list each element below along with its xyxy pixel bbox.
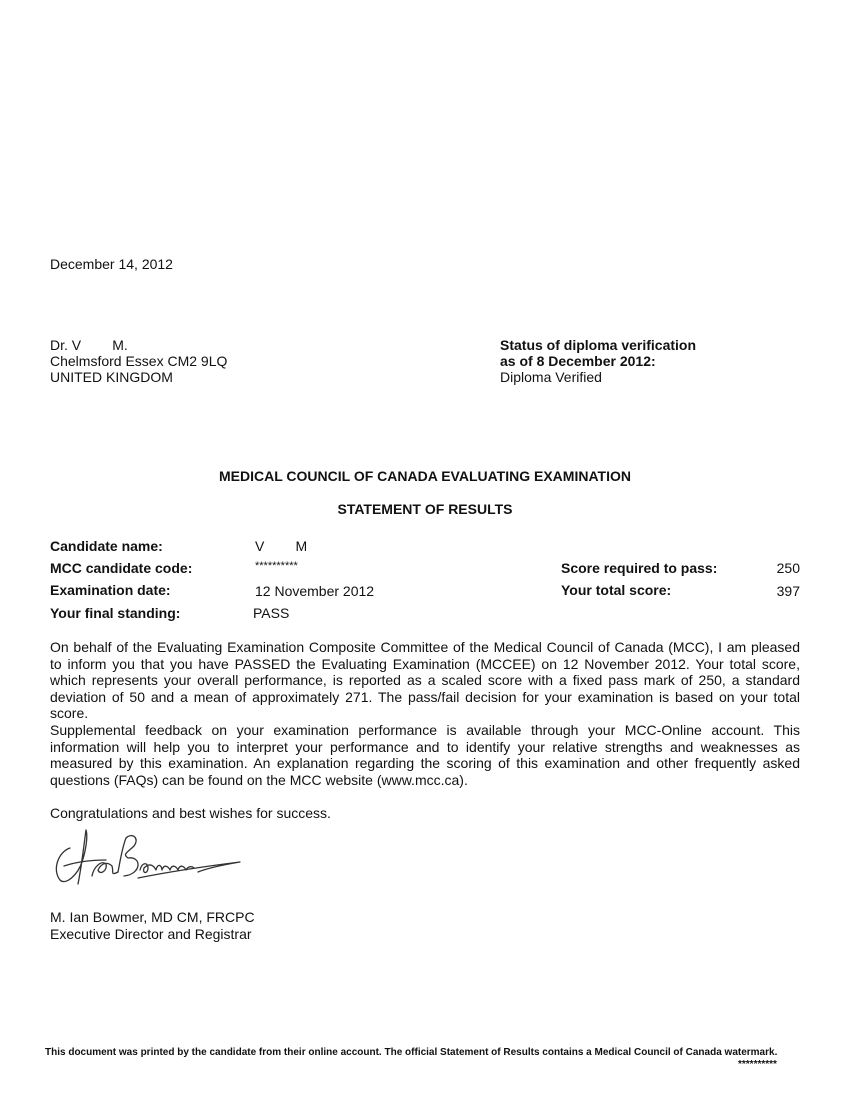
recipient-address-line: Chelmsford Essex CM2 9LQ — [50, 353, 228, 369]
total-score-value: 397 — [776, 583, 800, 599]
paragraph-feedback: Supplemental feedback on your examination performance is available through your MCC-Online account. This information will help you to interpret your performance and to identify your relative strengths and weaknesses as measured by this examination. An explanation regarding the scoring of this examination and other frequently asked questions (FAQs) can be found on the MCC website (www.mcc.ca). — [50, 722, 800, 788]
total-score-label: Your total score: — [561, 582, 672, 598]
paragraph-closing: Congratulations and best wishes for success. — [50, 805, 331, 821]
recipient-address — [50, 337, 227, 385]
signer-title: Executive Director and Registrar — [50, 926, 252, 942]
signature-image — [48, 826, 248, 890]
required-score-value: 250 — [776, 560, 800, 576]
recipient-name: Dr. V M. — [50, 337, 128, 353]
final-standing-value: PASS — [253, 605, 290, 621]
recipient-country: UNITED KINGDOM — [50, 369, 173, 385]
footer-code: ********** — [738, 1059, 777, 1070]
statement-title: STATEMENT OF RESULTS — [337, 501, 513, 517]
verification-heading-line1: Status of diploma verification — [500, 337, 697, 353]
candidate-name-value: V M — [255, 538, 308, 554]
signer-name: M. Ian Bowmer, MD CM, FRCPC — [50, 909, 255, 925]
verification-status: Diploma Verified — [500, 369, 602, 385]
verification-heading-line2: as of 8 December 2012: — [500, 353, 656, 369]
candidate-code-value: ********** — [255, 560, 298, 572]
exam-title: MEDICAL COUNCIL OF CANADA EVALUATING EXAMINATION — [219, 468, 631, 484]
candidate-code-label: MCC candidate code: — [50, 560, 193, 576]
signer-block — [50, 909, 255, 943]
letter-date: December 14, 2012 — [50, 256, 173, 272]
final-standing-label: Your final standing: — [50, 605, 181, 621]
paragraph-result: On behalf of the Evaluating Examination Composite Committee of the Medical Council of Canada (MCC), I am pleased to inform you that you have PASSED the Evaluating Examination (MCCEE) on 12 November 2012. Your total score, which represents your overall performance, is reported as a scaled score with a fixed pass mark of 250, a standard deviation of 50 and a mean of approximately 271. The pass/fail decision for your examination is based on your total score. — [50, 639, 800, 721]
exam-date-label: Examination date: — [50, 582, 171, 598]
footer-note: This document was printed by the candidate from their online account. The official Statement of Results contains a Medical Council of Canada watermark. — [45, 1047, 778, 1058]
required-score-label: Score required to pass: — [561, 560, 718, 576]
exam-date-value: 12 November 2012 — [255, 583, 375, 599]
diploma-verification-block — [500, 337, 696, 385]
candidate-name-label: Candidate name: — [50, 538, 163, 554]
